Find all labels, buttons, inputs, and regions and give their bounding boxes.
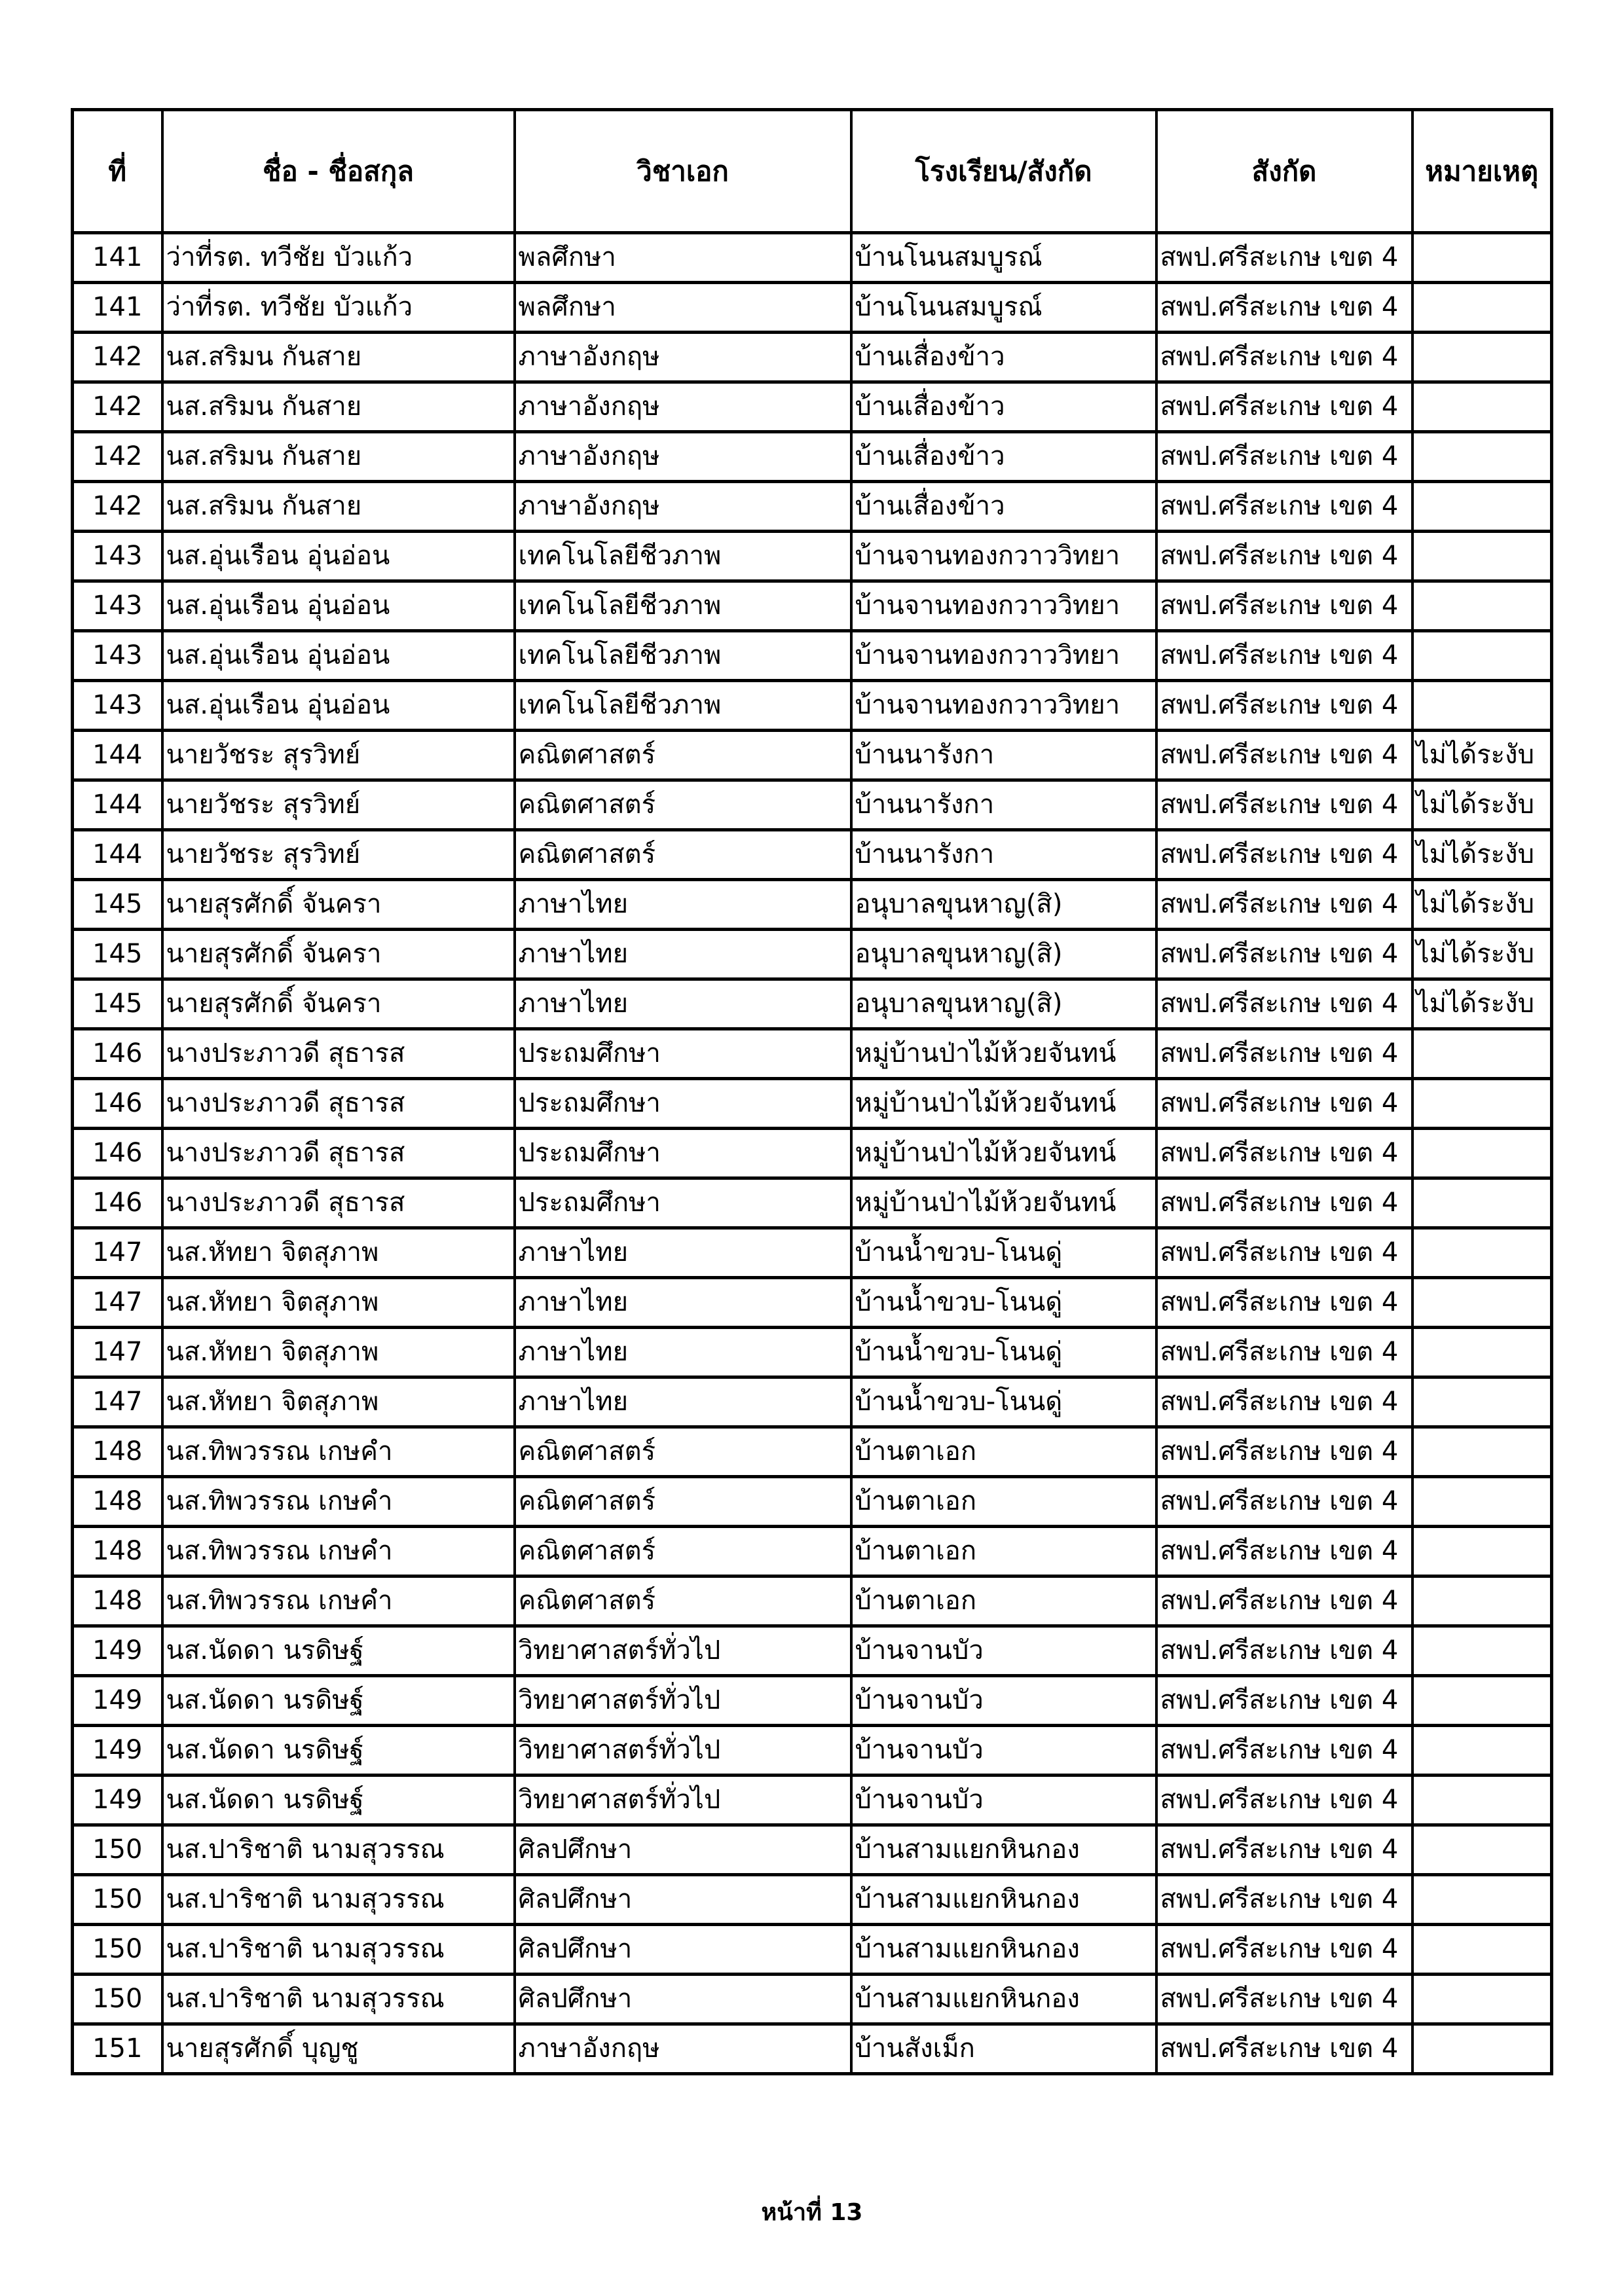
cell-name: นส.ทิพวรรณ เกษคำ [162, 1427, 515, 1477]
cell-major: คณิตศาสตร์ [515, 780, 851, 830]
table-row [73, 333, 1552, 382]
table-row [73, 1776, 1552, 1825]
cell-school: บ้านโนนสมบูรณ์ [851, 283, 1156, 333]
cell-office: สพป.ศรีสะเกษ เขต 4 [1156, 283, 1412, 333]
cell-remark [1412, 532, 1552, 581]
cell-office: สพป.ศรีสะเกษ เขต 4 [1156, 1377, 1412, 1427]
cell-remark: ไม่ได้ระงับ [1412, 780, 1552, 830]
cell-school: หมู่บ้านป่าไม้ห้วยจันทน์ [851, 1079, 1156, 1129]
cell-remark: ไม่ได้ระงับ [1412, 731, 1552, 780]
cell-major: เทคโนโลยีชีวภาพ [515, 581, 851, 631]
cell-remark [1412, 1427, 1552, 1477]
cell-number: 143 [73, 631, 162, 681]
cell-name: นายสุรศักดิ์ จันครา [162, 930, 515, 979]
cell-office: สพป.ศรีสะเกษ เขต 4 [1156, 830, 1412, 880]
cell-major: ภาษาไทย [515, 880, 851, 930]
cell-remark [1412, 1825, 1552, 1875]
cell-office: สพป.ศรีสะเกษ เขต 4 [1156, 930, 1412, 979]
cell-school: บ้านจานบัว [851, 1676, 1156, 1726]
cell-school: บ้านจานทองกวาววิทยา [851, 532, 1156, 581]
cell-name: นส.ปาริชาติ นามสุวรรณ [162, 1825, 515, 1875]
cell-school: บ้านจานทองกวาววิทยา [851, 631, 1156, 681]
cell-remark [1412, 1079, 1552, 1129]
cell-school: บ้านจานบัว [851, 1776, 1156, 1825]
cell-name: นส.อุ่นเรือน อุ่นอ่อน [162, 532, 515, 581]
table-body [73, 233, 1552, 2074]
table-row [73, 1029, 1552, 1079]
cell-remark [1412, 432, 1552, 482]
cell-school: หมู่บ้านป่าไม้ห้วยจันทน์ [851, 1178, 1156, 1228]
header-row [73, 110, 1552, 233]
header-office: สังกัด [1156, 110, 1412, 233]
cell-number: 141 [73, 283, 162, 333]
cell-school: บ้านเสื่องข้าว [851, 432, 1156, 482]
cell-major: เทคโนโลยีชีวภาพ [515, 532, 851, 581]
cell-remark [1412, 1576, 1552, 1626]
cell-name: นส.อุ่นเรือน อุ่นอ่อน [162, 581, 515, 631]
cell-office: สพป.ศรีสะเกษ เขต 4 [1156, 1676, 1412, 1726]
cell-major: วิทยาศาสตร์ทั่วไป [515, 1726, 851, 1776]
cell-major: พลศึกษา [515, 233, 851, 283]
cell-major: ภาษาอังกฤษ [515, 432, 851, 482]
cell-number: 145 [73, 930, 162, 979]
cell-number: 148 [73, 1427, 162, 1477]
table-row [73, 382, 1552, 432]
cell-major: วิทยาศาสตร์ทั่วไป [515, 1776, 851, 1825]
cell-office: สพป.ศรีสะเกษ เขต 4 [1156, 532, 1412, 581]
cell-number: 149 [73, 1626, 162, 1676]
cell-number: 149 [73, 1726, 162, 1776]
cell-number: 150 [73, 1925, 162, 1975]
header-remark: หมายเหตุ [1412, 110, 1552, 233]
cell-remark [1412, 1278, 1552, 1328]
cell-office: สพป.ศรีสะเกษ เขต 4 [1156, 1975, 1412, 2024]
cell-name: นส.อุ่นเรือน อุ่นอ่อน [162, 631, 515, 681]
cell-remark: ไม่ได้ระงับ [1412, 930, 1552, 979]
cell-major: คณิตศาสตร์ [515, 1477, 851, 1527]
table-row [73, 482, 1552, 532]
cell-major: ภาษาไทย [515, 1377, 851, 1427]
cell-remark [1412, 631, 1552, 681]
cell-number: 145 [73, 880, 162, 930]
cell-major: ศิลปศึกษา [515, 1875, 851, 1925]
cell-major: ประถมศึกษา [515, 1129, 851, 1178]
cell-number: 142 [73, 432, 162, 482]
table-row [73, 930, 1552, 979]
cell-major: ประถมศึกษา [515, 1178, 851, 1228]
cell-name: นส.ทิพวรรณ เกษคำ [162, 1477, 515, 1527]
cell-major: พลศึกษา [515, 283, 851, 333]
cell-office: สพป.ศรีสะเกษ เขต 4 [1156, 1328, 1412, 1377]
cell-number: 147 [73, 1278, 162, 1328]
table-row [73, 1178, 1552, 1228]
cell-major: คณิตศาสตร์ [515, 1576, 851, 1626]
cell-name: นายวัชระ สุรวิทย์ [162, 830, 515, 880]
cell-school: บ้านจานบัว [851, 1726, 1156, 1776]
cell-office: สพป.ศรีสะเกษ เขต 4 [1156, 731, 1412, 780]
cell-school: บ้านจานบัว [851, 1626, 1156, 1676]
page-number: หน้าที่ 13 [761, 2199, 863, 2226]
table-row [73, 1726, 1552, 1776]
cell-major: ประถมศึกษา [515, 1079, 851, 1129]
cell-remark: ไม่ได้ระงับ [1412, 830, 1552, 880]
cell-number: 150 [73, 1975, 162, 2024]
cell-name: นางประภาวดี สุธารส [162, 1029, 515, 1079]
header-school: โรงเรียน/สังกัด [851, 110, 1156, 233]
cell-number: 147 [73, 1377, 162, 1427]
cell-major: วิทยาศาสตร์ทั่วไป [515, 1626, 851, 1676]
table-row [73, 880, 1552, 930]
cell-school: บ้านตาเอก [851, 1527, 1156, 1576]
cell-office: สพป.ศรีสะเกษ เขต 4 [1156, 631, 1412, 681]
cell-remark [1412, 2024, 1552, 2074]
cell-name: นางประภาวดี สุธารส [162, 1178, 515, 1228]
cell-number: 144 [73, 780, 162, 830]
cell-major: ศิลปศึกษา [515, 1975, 851, 2024]
cell-office: สพป.ศรีสะเกษ เขต 4 [1156, 1029, 1412, 1079]
cell-remark [1412, 1676, 1552, 1726]
table-row [73, 1626, 1552, 1676]
cell-number: 148 [73, 1477, 162, 1527]
cell-name: นายสุรศักดิ์ จันครา [162, 880, 515, 930]
cell-major: เทคโนโลยีชีวภาพ [515, 681, 851, 731]
table-row [73, 2024, 1552, 2074]
table-row [73, 631, 1552, 681]
cell-office: สพป.ศรีสะเกษ เขต 4 [1156, 1129, 1412, 1178]
table-row [73, 581, 1552, 631]
cell-office: สพป.ศรีสะเกษ เขต 4 [1156, 1726, 1412, 1776]
cell-name: นส.หัทยา จิตสุภาพ [162, 1228, 515, 1278]
cell-name: นส.หัทยา จิตสุภาพ [162, 1278, 515, 1328]
cell-number: 148 [73, 1527, 162, 1576]
cell-school: อนุบาลขุนหาญ(สิ) [851, 930, 1156, 979]
cell-school: บ้านเสื่องข้าว [851, 482, 1156, 532]
table-row [73, 1477, 1552, 1527]
cell-number: 146 [73, 1029, 162, 1079]
cell-major: ศิลปศึกษา [515, 1925, 851, 1975]
table-row [73, 1228, 1552, 1278]
table-row [73, 1825, 1552, 1875]
cell-number: 145 [73, 979, 162, 1029]
cell-number: 150 [73, 1825, 162, 1875]
cell-number: 141 [73, 233, 162, 283]
cell-name: นายสุรศักดิ์ จันครา [162, 979, 515, 1029]
cell-number: 144 [73, 830, 162, 880]
cell-office: สพป.ศรีสะเกษ เขต 4 [1156, 2024, 1412, 2074]
cell-school: บ้านน้ำขวบ-โนนดู่ [851, 1328, 1156, 1377]
cell-major: ภาษาอังกฤษ [515, 2024, 851, 2074]
table-row [73, 532, 1552, 581]
table-row [73, 233, 1552, 283]
cell-school: หมู่บ้านป่าไม้ห้วยจันทน์ [851, 1029, 1156, 1079]
cell-name: นส.ปาริชาติ นามสุวรรณ [162, 1875, 515, 1925]
cell-office: สพป.ศรีสะเกษ เขต 4 [1156, 1228, 1412, 1278]
cell-major: ภาษาไทย [515, 1328, 851, 1377]
cell-name: ว่าที่รต. ทวีชัย บัวแก้ว [162, 283, 515, 333]
cell-office: สพป.ศรีสะเกษ เขต 4 [1156, 1576, 1412, 1626]
cell-office: สพป.ศรีสะเกษ เขต 4 [1156, 1626, 1412, 1676]
cell-major: ภาษาอังกฤษ [515, 333, 851, 382]
cell-office: สพป.ศรีสะเกษ เขต 4 [1156, 432, 1412, 482]
cell-remark: ไม่ได้ระงับ [1412, 880, 1552, 930]
cell-school: บ้านน้ำขวบ-โนนดู่ [851, 1278, 1156, 1328]
cell-major: เทคโนโลยีชีวภาพ [515, 631, 851, 681]
cell-remark [1412, 1875, 1552, 1925]
cell-number: 142 [73, 333, 162, 382]
cell-major: ภาษาอังกฤษ [515, 382, 851, 432]
table-row [73, 432, 1552, 482]
cell-office: สพป.ศรีสะเกษ เขต 4 [1156, 681, 1412, 731]
cell-name: นส.อุ่นเรือน อุ่นอ่อน [162, 681, 515, 731]
cell-school: บ้านสามแยกหินกอง [851, 1875, 1156, 1925]
cell-school: บ้านน้ำขวบ-โนนดู่ [851, 1377, 1156, 1427]
cell-office: สพป.ศรีสะเกษ เขต 4 [1156, 1079, 1412, 1129]
table-row [73, 1427, 1552, 1477]
cell-school: บ้านเสื่องข้าว [851, 382, 1156, 432]
cell-school: บ้านสามแยกหินกอง [851, 1975, 1156, 2024]
cell-school: บ้านนารังกา [851, 830, 1156, 880]
cell-remark [1412, 233, 1552, 283]
cell-office: สพป.ศรีสะเกษ เขต 4 [1156, 1527, 1412, 1576]
cell-number: 146 [73, 1129, 162, 1178]
cell-number: 146 [73, 1178, 162, 1228]
cell-name: นายสุรศักดิ์ บุญชู [162, 2024, 515, 2074]
header-name: ชื่อ - ชื่อสกุล [162, 110, 515, 233]
cell-office: สพป.ศรีสะเกษ เขต 4 [1156, 880, 1412, 930]
cell-remark [1412, 482, 1552, 532]
cell-number: 143 [73, 681, 162, 731]
cell-office: สพป.ศรีสะเกษ เขต 4 [1156, 1477, 1412, 1527]
cell-school: บ้านตาเอก [851, 1477, 1156, 1527]
cell-name: นส.นัดดา นรดิษฐ์ [162, 1626, 515, 1676]
cell-major: คณิตศาสตร์ [515, 830, 851, 880]
cell-number: 146 [73, 1079, 162, 1129]
cell-school: บ้านตาเอก [851, 1576, 1156, 1626]
cell-major: คณิตศาสตร์ [515, 1527, 851, 1576]
cell-name: นส.สริมน กันสาย [162, 482, 515, 532]
cell-major: ภาษาไทย [515, 1228, 851, 1278]
cell-school: บ้านตาเอก [851, 1427, 1156, 1477]
cell-name: นส.หัทยา จิตสุภาพ [162, 1377, 515, 1427]
table-row [73, 731, 1552, 780]
cell-remark [1412, 382, 1552, 432]
cell-office: สพป.ศรีสะเกษ เขต 4 [1156, 1875, 1412, 1925]
cell-major: ภาษาไทย [515, 1278, 851, 1328]
cell-remark [1412, 1477, 1552, 1527]
cell-major: ภาษาไทย [515, 930, 851, 979]
table-row [73, 1129, 1552, 1178]
cell-name: นส.ปาริชาติ นามสุวรรณ [162, 1975, 515, 2024]
cell-name: นส.ทิพวรรณ เกษคำ [162, 1576, 515, 1626]
cell-major: คณิตศาสตร์ [515, 731, 851, 780]
cell-major: ภาษาอังกฤษ [515, 482, 851, 532]
cell-remark [1412, 333, 1552, 382]
cell-remark [1412, 1975, 1552, 2024]
cell-remark [1412, 283, 1552, 333]
cell-number: 144 [73, 731, 162, 780]
table-row [73, 979, 1552, 1029]
table-row [73, 1377, 1552, 1427]
cell-number: 147 [73, 1328, 162, 1377]
cell-major: ศิลปศึกษา [515, 1825, 851, 1875]
cell-office: สพป.ศรีสะเกษ เขต 4 [1156, 581, 1412, 631]
table-row [73, 1527, 1552, 1576]
cell-name: นส.นัดดา นรดิษฐ์ [162, 1676, 515, 1726]
cell-remark [1412, 1029, 1552, 1079]
cell-school: บ้านจานทองกวาววิทยา [851, 681, 1156, 731]
cell-remark [1412, 1178, 1552, 1228]
table-row [73, 1079, 1552, 1129]
cell-remark [1412, 1925, 1552, 1975]
cell-number: 142 [73, 382, 162, 432]
cell-name: นส.หัทยา จิตสุภาพ [162, 1328, 515, 1377]
cell-office: สพป.ศรีสะเกษ เขต 4 [1156, 979, 1412, 1029]
cell-school: บ้านนารังกา [851, 731, 1156, 780]
cell-name: นายวัชระ สุรวิทย์ [162, 731, 515, 780]
cell-office: สพป.ศรีสะเกษ เขต 4 [1156, 780, 1412, 830]
cell-remark [1412, 1228, 1552, 1278]
header-no: ที่ [73, 110, 162, 233]
cell-number: 149 [73, 1676, 162, 1726]
cell-name: นส.นัดดา นรดิษฐ์ [162, 1776, 515, 1825]
cell-number: 143 [73, 581, 162, 631]
cell-remark [1412, 1129, 1552, 1178]
table-row [73, 1676, 1552, 1726]
table-row [73, 1875, 1552, 1925]
table-row [73, 1278, 1552, 1328]
cell-name: นางประภาวดี สุธารส [162, 1079, 515, 1129]
cell-office: สพป.ศรีสะเกษ เขต 4 [1156, 1427, 1412, 1477]
cell-remark: ไม่ได้ระงับ [1412, 979, 1552, 1029]
cell-name: นส.สริมน กันสาย [162, 382, 515, 432]
cell-remark [1412, 1328, 1552, 1377]
cell-major: วิทยาศาสตร์ทั่วไป [515, 1676, 851, 1726]
cell-remark [1412, 1527, 1552, 1576]
cell-number: 148 [73, 1576, 162, 1626]
cell-number: 147 [73, 1228, 162, 1278]
cell-school: อนุบาลขุนหาญ(สิ) [851, 979, 1156, 1029]
table-row [73, 283, 1552, 333]
cell-school: อนุบาลขุนหาญ(สิ) [851, 880, 1156, 930]
cell-major: คณิตศาสตร์ [515, 1427, 851, 1477]
cell-office: สพป.ศรีสะเกษ เขต 4 [1156, 333, 1412, 382]
header-major: วิชาเอก [515, 110, 851, 233]
cell-number: 151 [73, 2024, 162, 2074]
cell-name: นส.ทิพวรรณ เกษคำ [162, 1527, 515, 1576]
cell-name: นส.สริมน กันสาย [162, 432, 515, 482]
table-header [73, 110, 1552, 233]
table-row [73, 1975, 1552, 2024]
table-row [73, 1328, 1552, 1377]
cell-name: ว่าที่รต. ทวีชัย บัวแก้ว [162, 233, 515, 283]
cell-school: บ้านสามแยกหินกอง [851, 1925, 1156, 1975]
cell-name: นางประภาวดี สุธารส [162, 1129, 515, 1178]
cell-number: 143 [73, 532, 162, 581]
cell-major: ประถมศึกษา [515, 1029, 851, 1079]
cell-name: นส.สริมน กันสาย [162, 333, 515, 382]
roster-table [71, 108, 1553, 2075]
cell-name: นส.นัดดา นรดิษฐ์ [162, 1726, 515, 1776]
table-row [73, 681, 1552, 731]
cell-remark [1412, 1726, 1552, 1776]
table-row [73, 1925, 1552, 1975]
cell-office: สพป.ศรีสะเกษ เขต 4 [1156, 1825, 1412, 1875]
cell-number: 149 [73, 1776, 162, 1825]
cell-office: สพป.ศรีสะเกษ เขต 4 [1156, 1278, 1412, 1328]
cell-remark [1412, 1776, 1552, 1825]
cell-school: บ้านสังเม็ก [851, 2024, 1156, 2074]
cell-name: นายวัชระ สุรวิทย์ [162, 780, 515, 830]
cell-office: สพป.ศรีสะเกษ เขต 4 [1156, 382, 1412, 432]
cell-number: 150 [73, 1875, 162, 1925]
cell-school: บ้านน้ำขวบ-โนนดู่ [851, 1228, 1156, 1278]
cell-major: ภาษาไทย [515, 979, 851, 1029]
cell-school: บ้านนารังกา [851, 780, 1156, 830]
cell-school: บ้านสามแยกหินกอง [851, 1825, 1156, 1875]
cell-office: สพป.ศรีสะเกษ เขต 4 [1156, 233, 1412, 283]
cell-name: นส.ปาริชาติ นามสุวรรณ [162, 1925, 515, 1975]
cell-school: บ้านโนนสมบูรณ์ [851, 233, 1156, 283]
cell-school: บ้านจานทองกวาววิทยา [851, 581, 1156, 631]
cell-remark [1412, 1377, 1552, 1427]
cell-school: หมู่บ้านป่าไม้ห้วยจันทน์ [851, 1129, 1156, 1178]
table-row [73, 780, 1552, 830]
table-row [73, 1576, 1552, 1626]
cell-office: สพป.ศรีสะเกษ เขต 4 [1156, 482, 1412, 532]
cell-office: สพป.ศรีสะเกษ เขต 4 [1156, 1776, 1412, 1825]
cell-remark [1412, 681, 1552, 731]
cell-office: สพป.ศรีสะเกษ เขต 4 [1156, 1925, 1412, 1975]
table-row [73, 830, 1552, 880]
cell-number: 142 [73, 482, 162, 532]
cell-remark [1412, 1626, 1552, 1676]
cell-office: สพป.ศรีสะเกษ เขต 4 [1156, 1178, 1412, 1228]
cell-remark [1412, 581, 1552, 631]
cell-school: บ้านเสื่องข้าว [851, 333, 1156, 382]
